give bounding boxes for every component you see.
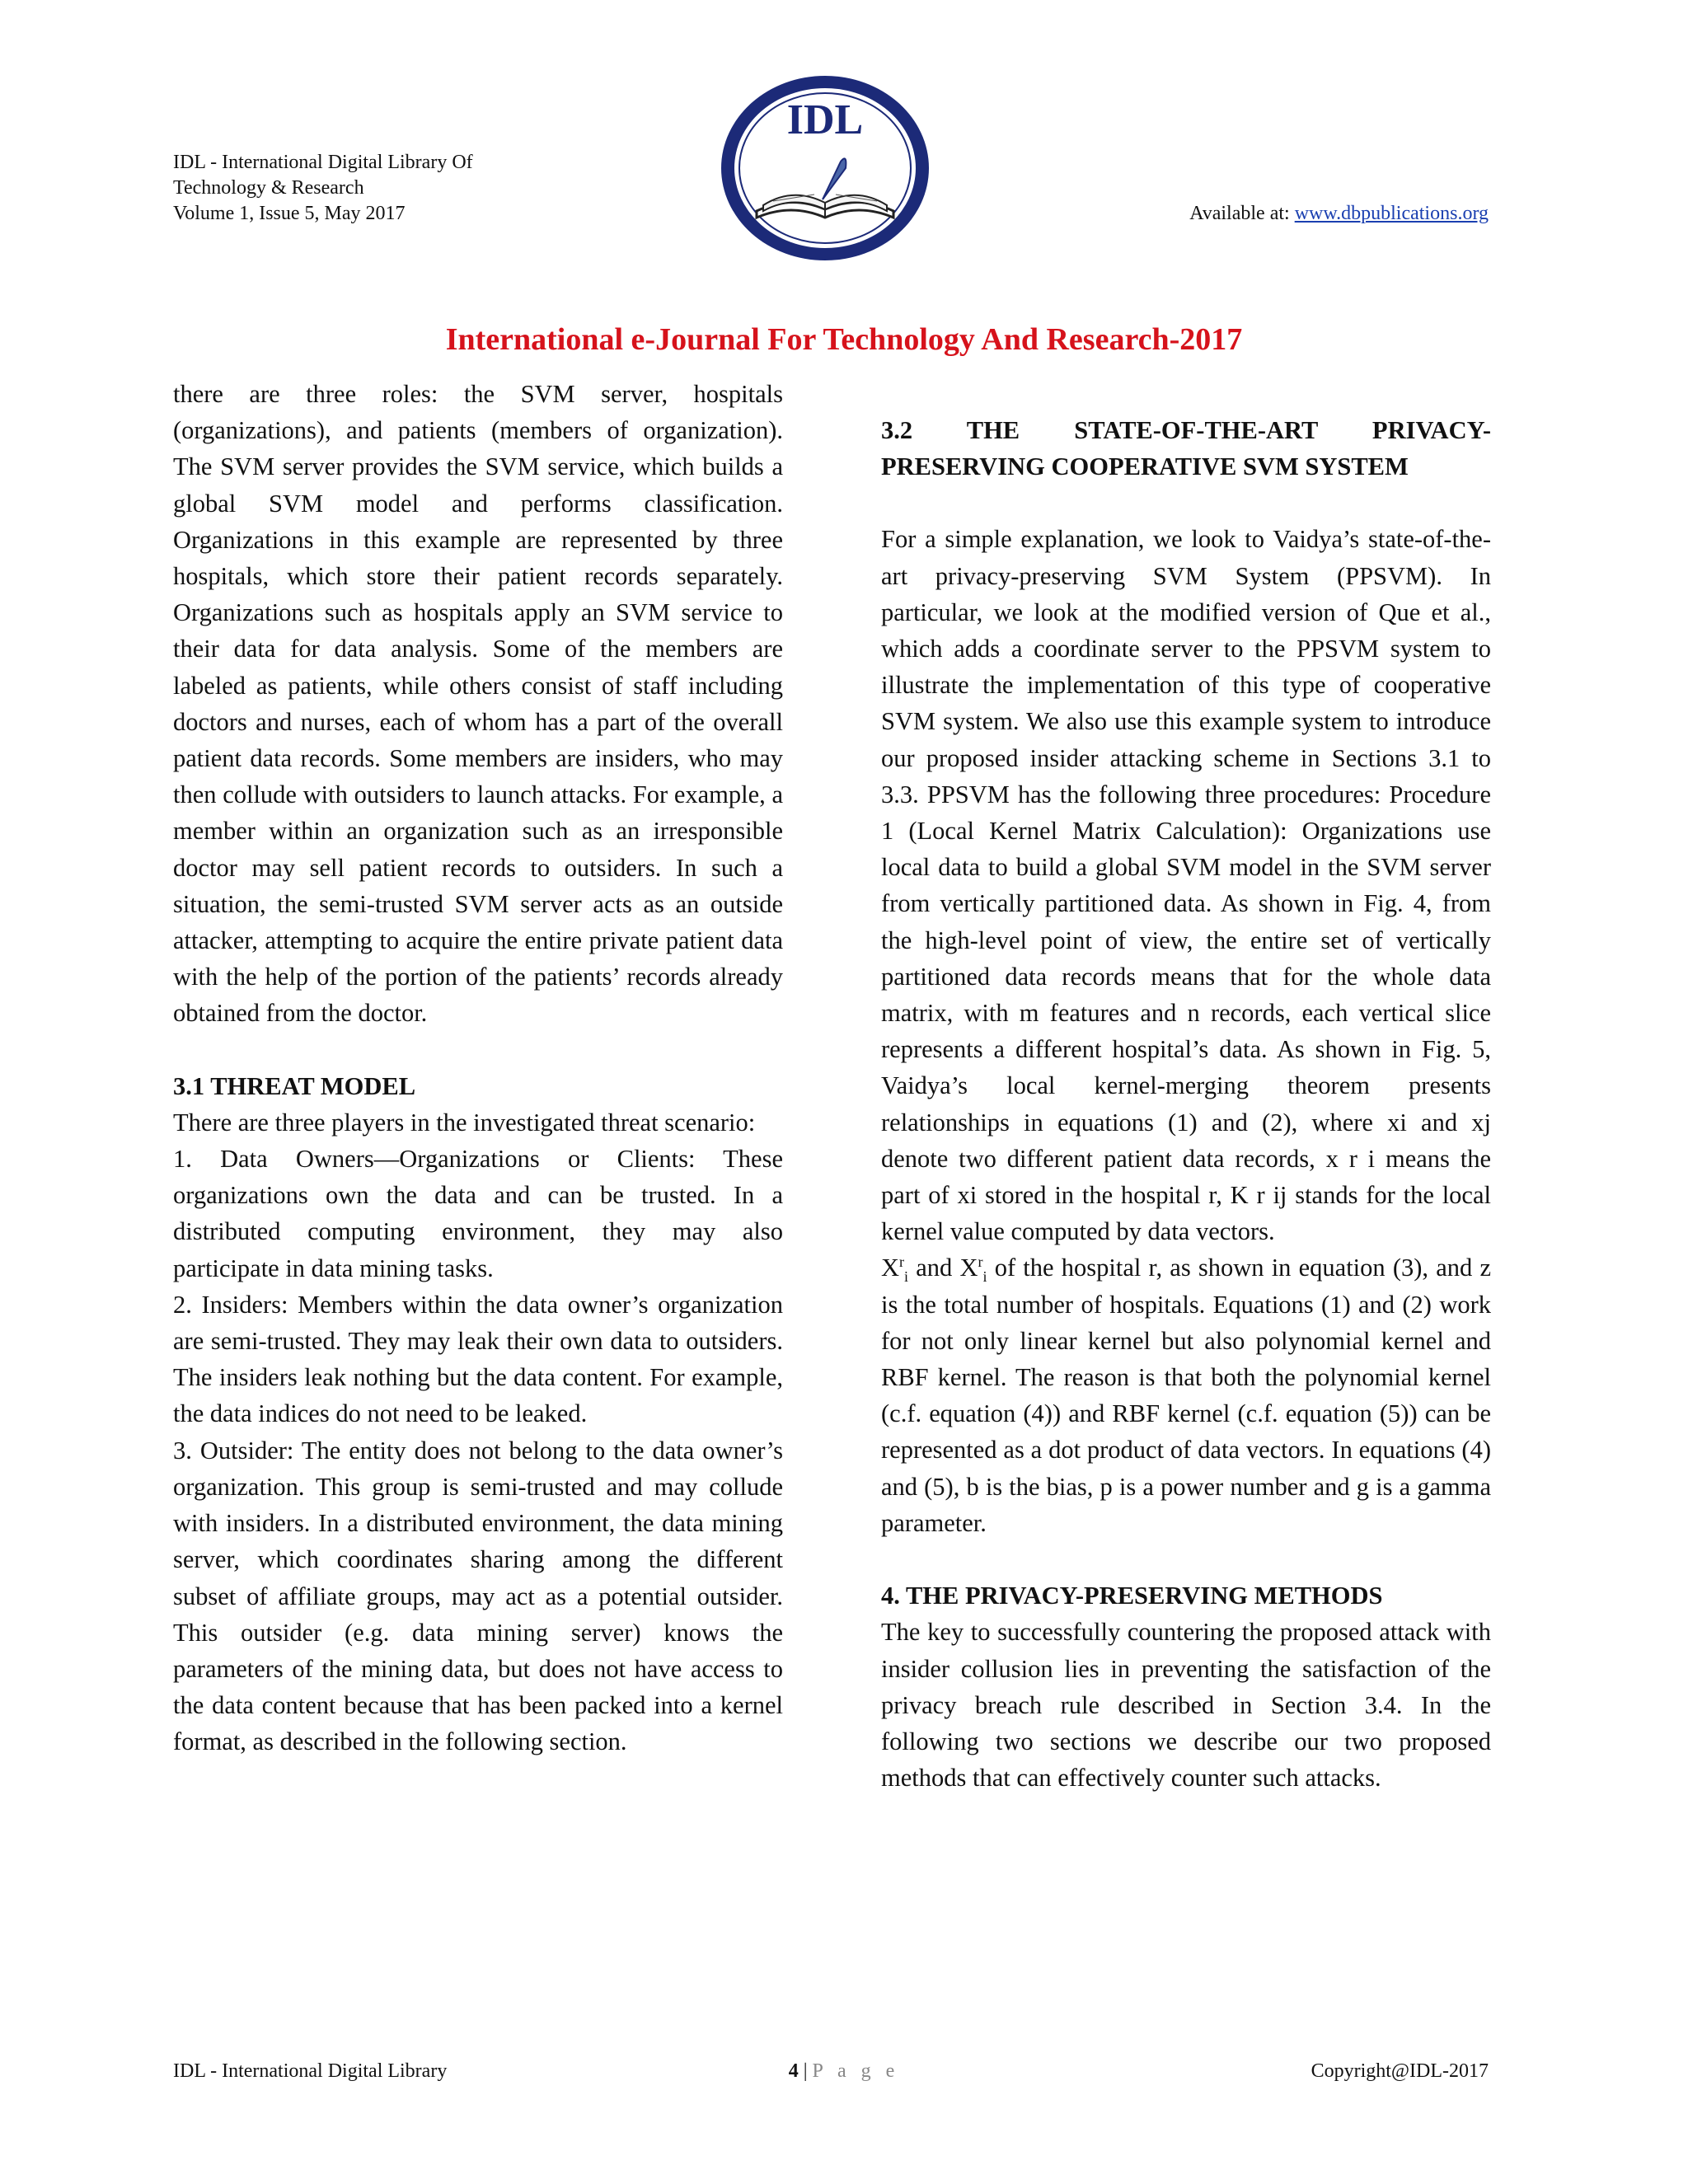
list-item: 1. Data Owners—Organizations or Clients: These organizations own the data and can be trusted. In a distributed computing environment, they may also participate in data mining tasks. — [173, 1145, 783, 1282]
paragraph: there are three roles: the SVM server, hospitals (organizations), and patients (members of organization). The SVM server provides the SVM service, which builds a global SVM model and performs classification. Organizations in this example are represented by three hospitals, which store their patient records separately. Organizations such as hospitals apply an SVM service to their data for data analysis. Some of the members are labeled as patients, while others consist of staff including doctors and nurses, each of whom has a part of the overall patient data records. Some members are insiders, who may then collude with outsiders to launch attacks. For example, a member within an organization such as an irresponsible doctor may sell patient records to outsiders. In such a situation, the semi-trusted SVM server acts as an outside attacker, attempting to acquire the entire private patient data with the help of the portion of the patients’ records already obtained from the doctor. — [173, 380, 783, 1028]
superscript-r: r — [899, 1254, 905, 1271]
right-column — [881, 412, 1491, 1796]
symbol-x: X — [881, 1254, 900, 1282]
journal-title: International e-Journal For Technology And Research-2017 — [445, 322, 1243, 357]
publication-link[interactable]: www.dbpublications.org — [1294, 203, 1489, 224]
header-line-1: IDL - International Digital Library Of — [173, 152, 473, 173]
header-line-3: Volume 1, Issue 5, May 2017 — [173, 203, 406, 224]
subscript-i: i — [904, 1268, 909, 1286]
list-item: 2. Insiders: Members within the data owner’s organization are semi-trusted. They may leak their own data to outsiders. The insiders leak nothing but the data content. For example, the data indices do not need to be leaked. — [173, 1290, 783, 1428]
paragraph-with-symbols — [881, 1249, 1491, 1541]
availability-line — [1189, 201, 1489, 227]
section-heading-4: 4. THE PRIVACY-PRESERVING METHODS — [881, 1582, 1383, 1610]
footer-copyright: Copyright@IDL-2017 — [1311, 2060, 1489, 2082]
paragraph-tail: of the hospital r, as shown in equation (3), and z is the total number of hospitals. Equations (1) and (2) work for not only linear kernel but also polynomial kernel and RBF kernel. The reason is that both the polynomial kernel (c.f. equation (4)) and RBF kernel (c.f. equation (5)) can be represented as a dot product of data vectors. In equations (4) and (5), b is the bias, p is a power number and g is a gamma parameter. — [881, 1254, 1491, 1537]
section-heading-3-2: 3.2 THE STATE-OF-THE-ART PRIVACY-PRESERVING COOPERATIVE SVM SYSTEM — [881, 416, 1491, 481]
symbol-x: X — [959, 1254, 978, 1282]
list-item: 3. Outsider: The entity does not belong to the data owner’s organization. This group is semi-trusted and may collude with insiders. In a distributed environment, the data mining server, which coordinates sharing among the different subset of affiliate groups, may act as a potential outsider. This outsider (e.g. data mining server) knows the parameters of the mining data, but does not have access to the data content because that has been packed into a kernel format, as described in the following section. — [173, 1436, 783, 1756]
available-label: Available at: — [1189, 203, 1290, 224]
and-text: and — [908, 1254, 960, 1282]
superscript-r: r — [978, 1254, 983, 1271]
header-info — [173, 150, 473, 227]
page-word: P a g e — [812, 2060, 900, 2082]
page-separator: | — [798, 2060, 813, 2082]
footer-left: IDL - International Digital Library — [173, 2060, 448, 2082]
section-heading-3-1: 3.1 THREAT MODEL — [173, 1071, 416, 1100]
subscript-i: i — [982, 1268, 987, 1286]
left-column — [173, 376, 783, 1760]
paragraph: There are three players in the investigated threat scenario: — [173, 1108, 756, 1137]
logo-text: IDL — [786, 96, 864, 143]
page-number: 4 — [788, 2060, 799, 2082]
paragraph: The key to successfully countering the proposed attack with insider collusion lies in preventing the satisfaction of the privacy breach rule described in Section 3.4. In the following two sections we describe our two proposed methods that can effectively counter such attacks. — [881, 1618, 1491, 1793]
paragraph: For a simple explanation, we look to Vaidya’s state-of-the-art privacy-preserving SVM System (PPSVM). In particular, we look at the modified version of Que et al., which adds a coordinate server to the PPSVM system to illustrate the implementation of this type of cooperative SVM system. We also use this example system to introduce our proposed insider attacking scheme in Sections 3.1 to 3.3. PPSVM has the following three procedures: Procedure 1 (Local Kernel Matrix Calculation): Organizations use local data to build a global SVM model in the SVM server from vertically partitioned data. As shown in Fig. 4, from the high-level point of view, the entire set of vertically partitioned data records means that for the whole data matrix, with m features and n records, each vertical slice represents a different hospital’s data. As shown in Fig. 5, Vaidya’s local kernel-merging theorem presents relationships in equations (1) and (2), where xi and xj denote two different patient data records, x r i means the part of xi stored in the hospital r, K r ij stands for the local kernel value computed by data vectors. — [881, 525, 1491, 1246]
header-line-2: Technology & Research — [173, 177, 364, 199]
idl-logo — [717, 71, 933, 265]
